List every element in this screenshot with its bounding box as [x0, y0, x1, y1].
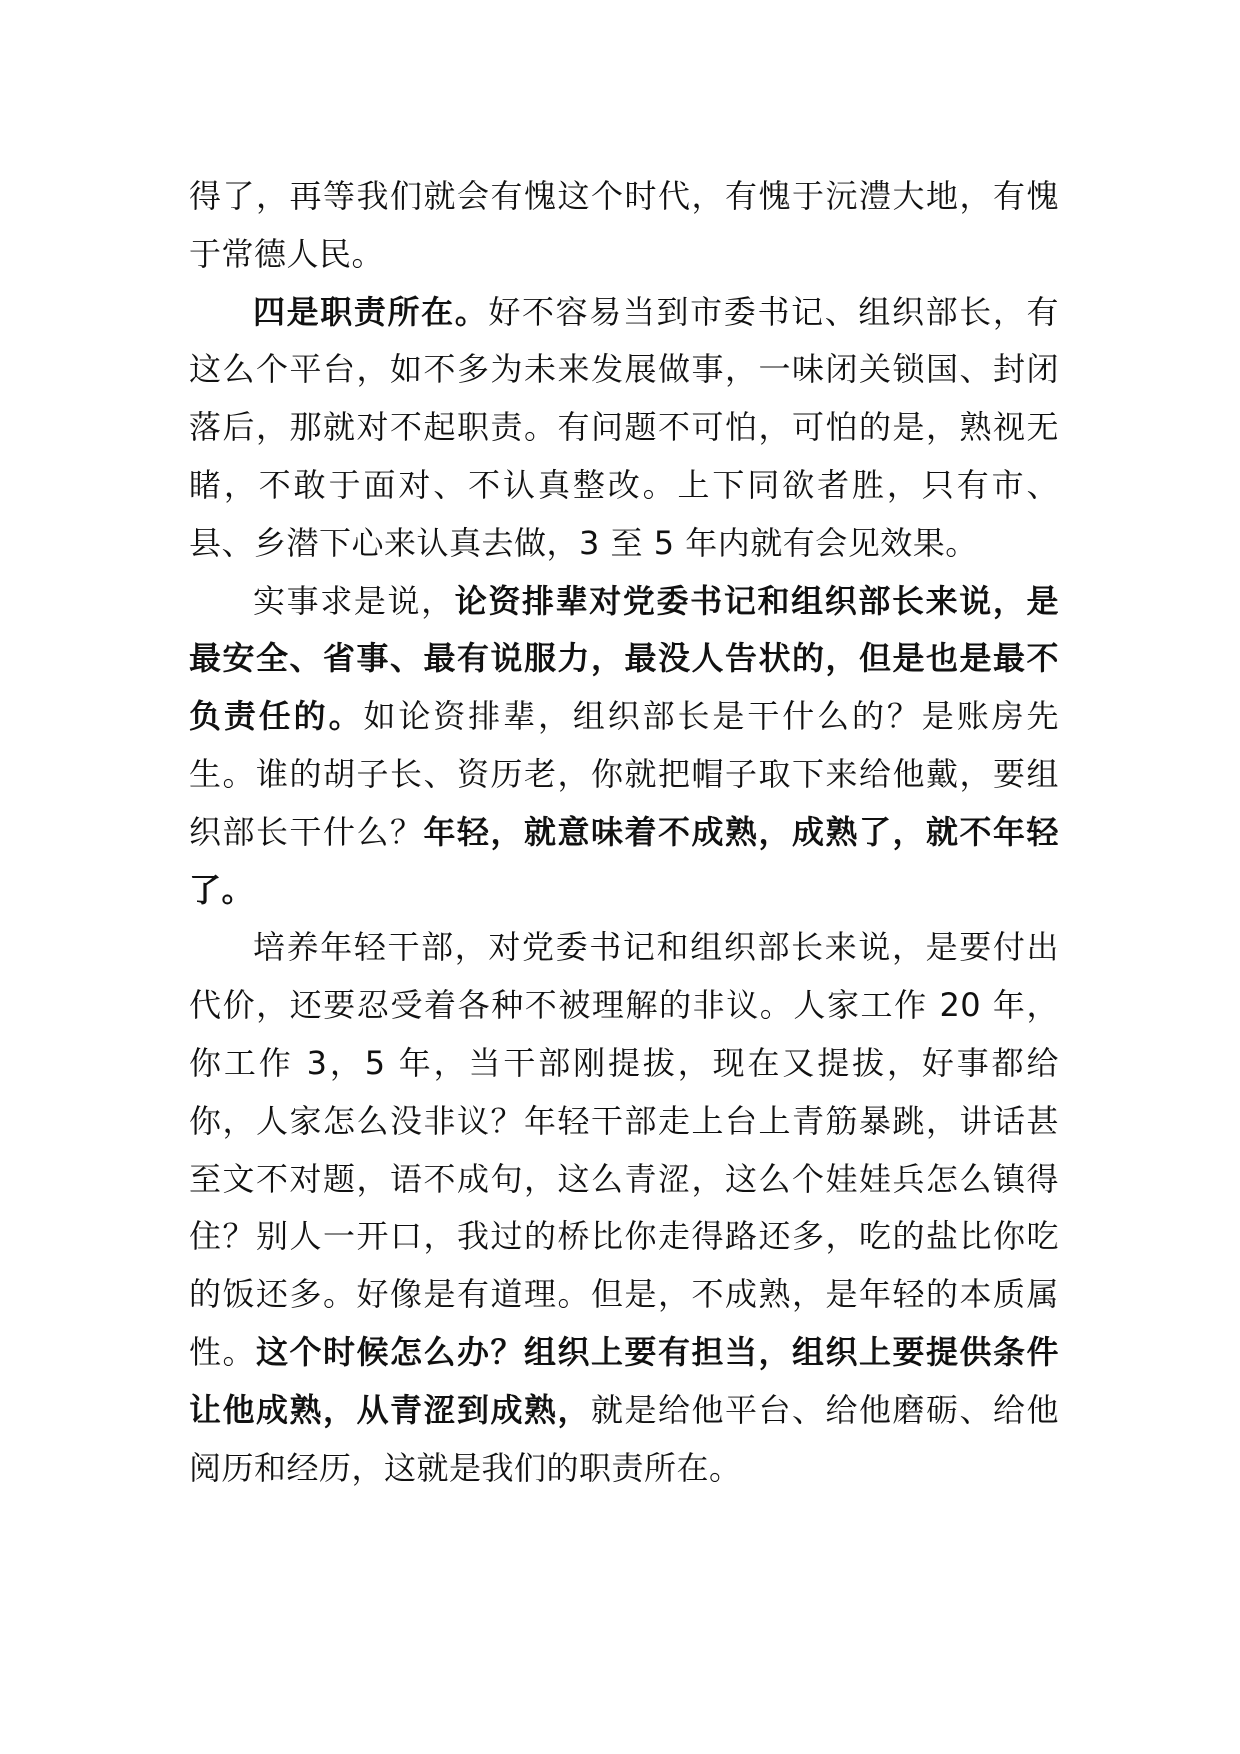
paragraph-text: 如论资排辈，组织部长是干什么的？是账房先生。谁的胡子长、资历老，你就把帽子取下来给他戴，要组织部长干什么？ — [189, 697, 1059, 851]
paragraph-emphasis: 论资排辈对党委书记和组织部长来说，是最安全、省事、最有说服力，最没人告状的，但是也是最不负责任的。 — [189, 581, 1059, 736]
paragraph-text: 好不容易当到市委书记、组织部长，有这么个平台，如不多为未来发展做事，一味闭关锁国、封闭落后，那就对不起职责。有问题不可怕，可怕的是，熟视无睹，不敢于面对、不认真整改。上下同欲者胜，只有市、县、乡潜下心来认真去做，3 至 5 年内就有会见效果。 — [189, 292, 1059, 562]
paragraph-duty — [189, 284, 1059, 573]
paragraph-text: 实事求是说， — [253, 581, 455, 620]
document-body — [189, 168, 1059, 1497]
paragraph-emphasis: 这个时候怎么办？组织上要有担当，组织上要提供条件让他成熟，从青涩到成熟， — [189, 1332, 1059, 1429]
paragraph-text: 培养年轻干部，对党委书记和组织部长来说，是要付出代价，还要忍受着各种不被理解的非议。人家工作 20 年，你工作 3，5 年，当干部刚提拔，现在又提拔，好事都给你，人家怎么没非议？年轻干部走上台上青筋暴跳，讲话甚至文不对题，语不成句，这么青涩，这么个娃娃兵怎么镇得住？别人一开口，我过的桥比你走得路还多，吃的盐比你吃的饭还多。好像是有道理。但是，不成熟，是年轻的本质属性。 — [189, 928, 1059, 1371]
paragraph-seniority — [189, 573, 1059, 920]
paragraph-continued — [189, 168, 1059, 284]
paragraph-heading: 四是职责所在。 — [253, 292, 489, 331]
paragraph-young-cadres — [189, 919, 1059, 1497]
paragraph-emphasis: 年轻，就意味着不成熟，成熟了，就不年轻了。 — [189, 812, 1059, 909]
paragraph-text: 得了，再等我们就会有愧这个时代，有愧于沅澧大地，有愧于常德人民。 — [189, 177, 1059, 273]
paragraph-text: 就是给他平台、给他磨砺、给他阅历和经历，这就是我们的职责所在。 — [189, 1390, 1059, 1487]
